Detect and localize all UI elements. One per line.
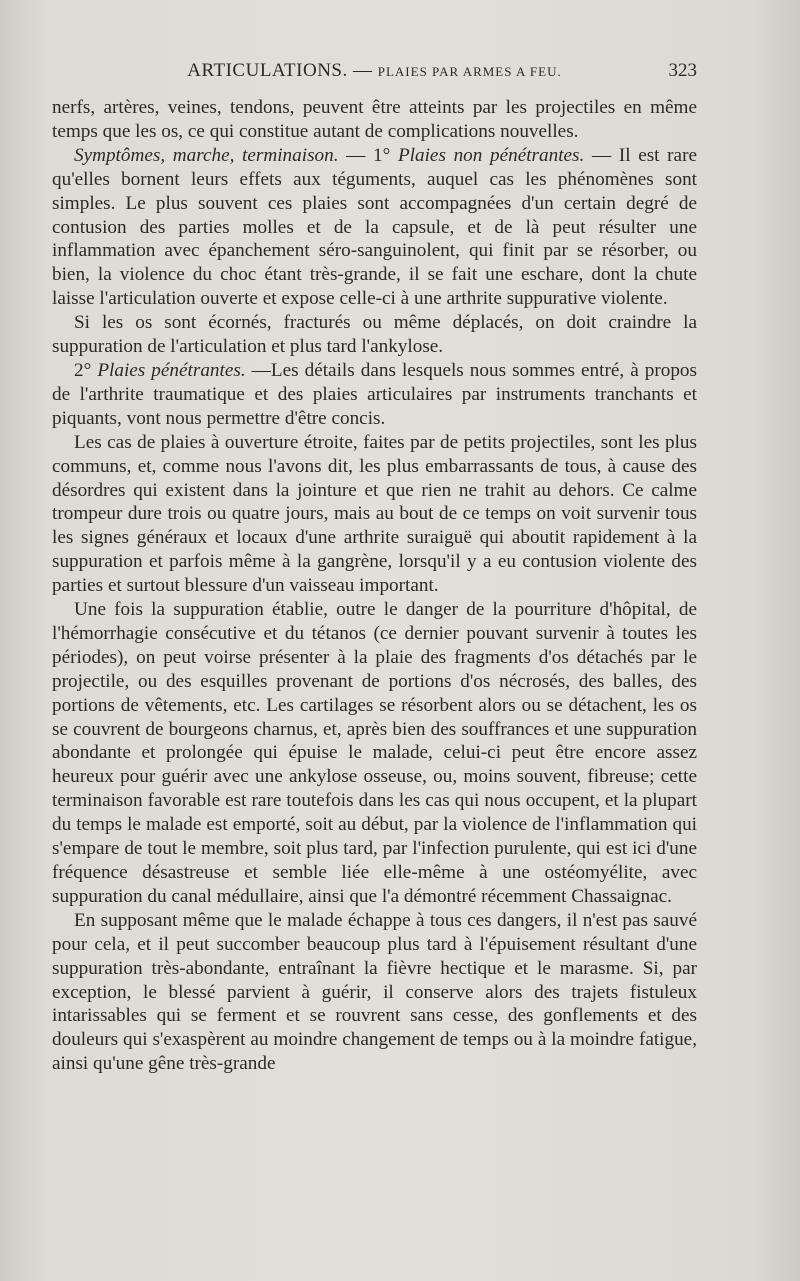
paragraph-text: nerfs, artères, veines, tendons, peuvent être atteints par les projectiles en même temps que les os, ce qui constitue autant de complications nouvelles. <box>52 97 697 142</box>
body-text <box>52 96 697 1076</box>
subsection-number: 2° <box>74 359 98 381</box>
paragraph-symptoms <box>52 144 697 311</box>
running-title-dash: — <box>347 60 378 81</box>
running-title-sub: PLAIES PAR ARMES A FEU. <box>377 64 562 79</box>
paragraph-text: — Il est rare qu'elles bornent leurs effets aux téguments, auquel cas les phénomènes sont simples. Le plus souvent ces plaies sont accompagnées d'un certain degré de contusion des parties molles et de la capsule, et de là peut résulter une inflammation avec épanchement séro-sanguinolent, qui finit par se résorber, ou bien, la violence du choc étant très-grande, il se fait une eschare, dont la chute laisse l'articulation ouverte et expose celle-ci à une arthrite suppurative violente. <box>52 144 697 310</box>
paragraph-text: Si les os sont écornés, fracturés ou même déplacés, on doit craindre la suppuration de l'articulation et plus tard l'ankylose. <box>52 312 697 358</box>
paragraph <box>52 598 697 909</box>
paragraph-text: Une fois la suppuration établie, outre le danger de la pourriture d'hôpital, de l'hémorrhagie consécutive et du tétanos (ce dernier pouvant survenir à toutes les périodes), on peut voirse présenter à la plaie des fragments d'os détachés par le projectile, ou des esquilles provenant de portions d'os nécrosés, des balles, des portions de vêtements, etc. Les cartilages se résorbent alors ou se détachent, les os se couvrent de bourgeons charnus, et, après bien des souffrances et une suppuration abondante et prolongée qui épuise le malade, celui-ci peut être encore assez heureux pour guérir avec une ankylose osseuse, ou, moins souvent, fibreuse; cette terminaison favorable est rare toutefois dans les cas qui nous occupent, et la plupart du temps le malade est emporté, soit au début, par la violence de l'inflammation qui s'empare de tout le membre, soit plus tard, par l'infection purulente, qui est ici d'une fréquence désastreuse et semble liée elle-même à une ostéomyélite, avec suppuration du canal médullaire, ainsi que l'a démontré récemment Chassaignac. <box>52 599 697 907</box>
subsection-heading: Plaies non pénétrantes. <box>397 144 585 166</box>
running-header <box>52 60 697 88</box>
section-heading: Symptômes, marche, terminaison. <box>74 144 339 166</box>
paragraph-text: Les cas de plaies à ouverture étroite, faites par de petits projectiles, sont les plus communs, et, comme nous l'avons dit, les plus embarrassants de tous, à cause des désordres qui existent dans la jointure et que rien ne trahit au dehors. Ce calme trompeur dure trois ou quatre jours, mais au bout de ce temps on voit survenir tous les signes généraux et locaux d'une arthrite suraiguë qui aboutit rapidement à la suppuration et parfois même à la gangrène, lorsqu'il y a eu contusion violente des parties et surtout blessure d'un vaisseau important. <box>52 431 697 597</box>
page-number: 323 <box>668 60 697 81</box>
paragraph-text: —Les détails dans lesquels nous sommes entré, à propos de l'arthrite traumatique et des plaies articulaires par instruments tranchants et piquants, vont nous permettre d'être concis. <box>52 359 697 429</box>
heading-separator: — 1° <box>338 144 398 166</box>
running-title <box>52 60 697 82</box>
subsection-heading: Plaies pénétrantes. <box>97 359 246 381</box>
paragraph <box>52 311 697 359</box>
paragraph-text: En supposant même que le malade échappe à tous ces dangers, il n'est pas sauvé pour cela, et il peut succomber beaucoup plus tard à l'épuisement résultant d'une suppuration très-abondante, entraînant la fièvre hectique et le marasme. Si, par exception, le blessé parvient à guérir, il conserve alors des trajets fistuleux intarissables qui se ferment et se rouvrent sans cesse, des gonflements et des douleurs qui s'exaspèrent au moindre changement de temps ou à la moindre fatigue, ainsi qu'une gêne très-grande <box>52 909 697 1075</box>
paragraph <box>52 909 697 1076</box>
paragraph-penetrating <box>52 359 697 431</box>
paragraph-continuation <box>52 96 697 144</box>
paragraph <box>52 431 697 598</box>
running-title-main: ARTICULATIONS. <box>187 60 348 81</box>
